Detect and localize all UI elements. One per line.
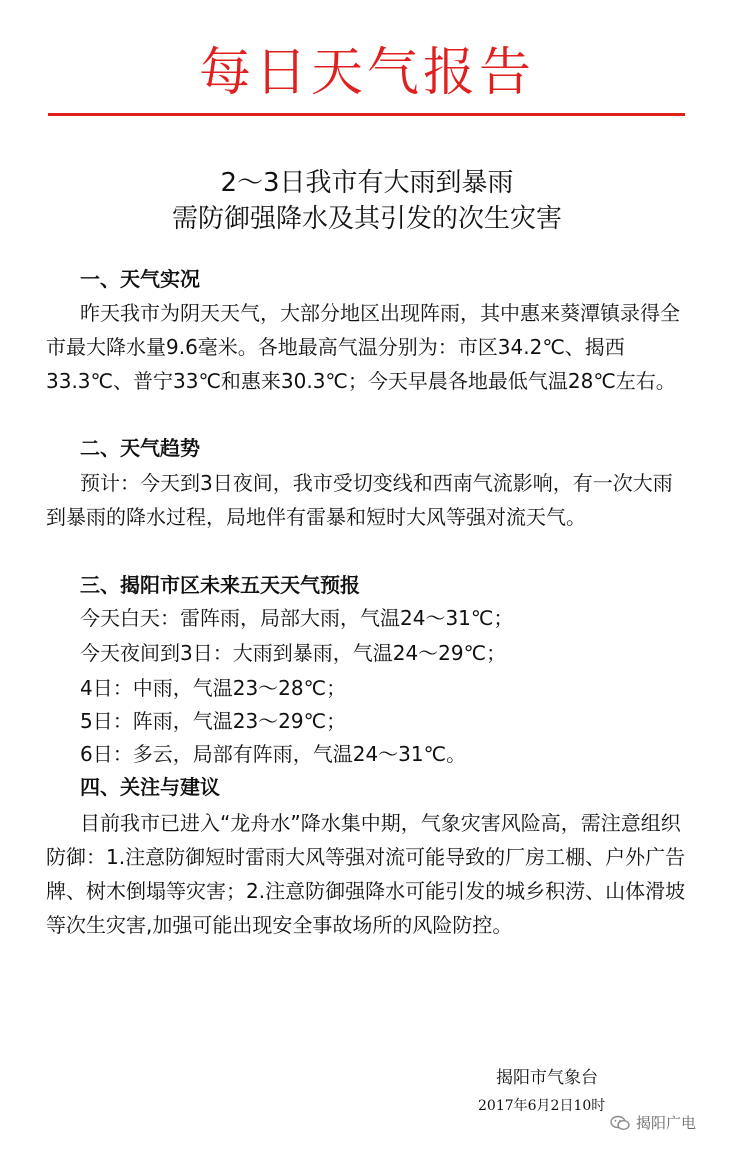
section-title-forecast: 三、揭阳市区未来五天天气预报 [80,573,360,597]
observation-text: 昨天我市为阴天天气，大部分地区出现阵雨，其中惠来葵潭镇录得全市最大降水量9.6毫米。各地最高气温分别为：市区34.2℃、揭西33.3℃、普宁33℃和惠来30.3℃；今天早晨各地最低气温28℃左右。 [46,301,680,393]
forecast-line: 6日：多云，局部有阵雨，气温24～31℃。 [80,742,467,766]
headline-line-2: 需防御强降水及其引发的次生灾害 [171,204,562,234]
forecast-line: 今天白天：雷阵雨，局部大雨，气温24～31℃； [80,606,514,630]
advice-text: 目前我市已进入“龙舟水”降水集中期，气象灾害风险高，需注意组织防御：1.注意防御短时雷雨大风等强对流可能导致的厂房工棚、户外广告牌、树木倒塌等灾害；2.注意防御强降水可能引发的城乡积涝、山体滑坡等次生灾害,加强可能出现安全事故场所的风险防控。 [46,811,686,937]
forecast-line: 5日：阵雨，气温23～29℃； [80,709,347,733]
wechat-icon [610,1115,630,1131]
trend-text: 预计：今天到3日夜间，我市受切变线和西南气流影响，有一次大雨到暴雨的降水过程，局地伴有雷暴和短时大风等强对流天气。 [46,471,673,529]
headline-line-1: 2～3日我市有大雨到暴雨 [220,168,514,198]
forecast-line: 今天夜间到3日：大雨到暴雨，气温24～29℃； [80,641,507,665]
banner-divider [48,113,685,116]
forecast-line: 4日：中雨，气温23～28℃； [80,676,347,700]
watermark-label: 揭阳广电 [636,1114,697,1132]
signature-date: 2017年6月2日10时 [478,1098,606,1114]
section-title-trend: 二、天气趋势 [80,436,200,460]
watermark [610,1112,696,1133]
signature-org: 揭阳市气象台 [496,1068,598,1088]
section-title-observation: 一、天气实况 [80,267,200,291]
section-title-advice: 四、关注与建议 [80,775,220,799]
report-banner-title: 每日天气报告 [198,43,535,103]
